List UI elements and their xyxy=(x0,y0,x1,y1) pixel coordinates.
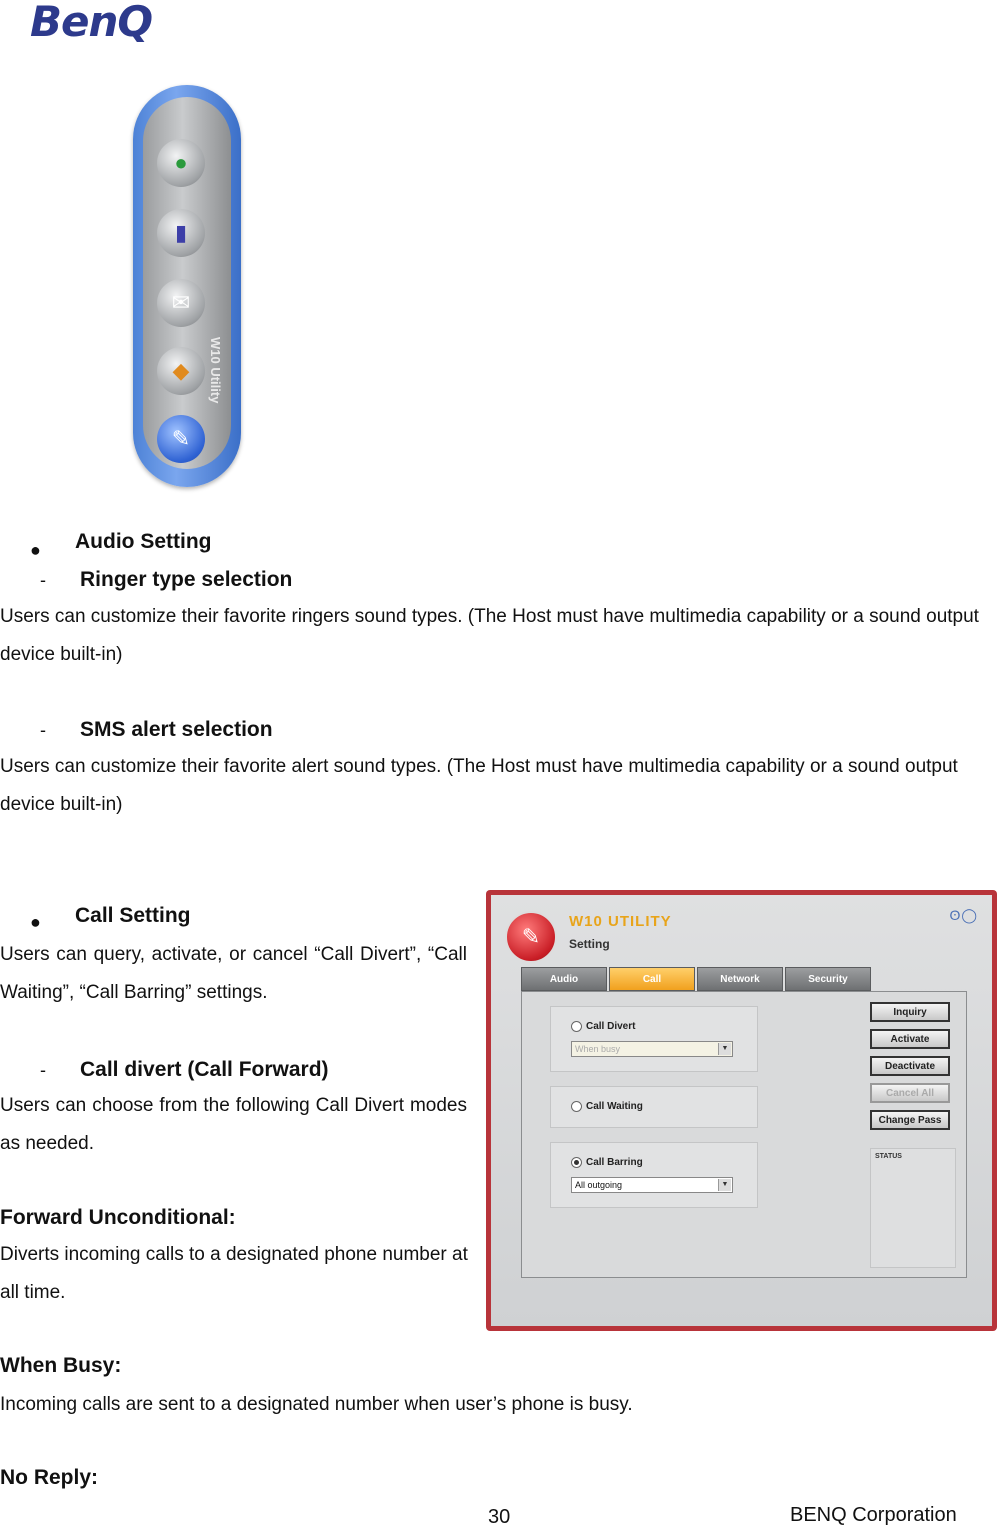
dash: - xyxy=(40,570,46,590)
call-barring-group xyxy=(550,1142,758,1208)
bullet: ● xyxy=(30,540,41,560)
toolbar-label: W10 Utility xyxy=(208,337,223,404)
chevron-down-icon[interactable]: ▼ xyxy=(718,1179,731,1191)
page-number: 30 xyxy=(488,1506,511,1528)
ringer-text: Users can customize their favorite ringers sound types. (The Host must have multimedia capability or a sound output device built-in) xyxy=(0,606,979,665)
when-busy-heading: When Busy: xyxy=(0,1354,122,1377)
inquiry-button[interactable]: Inquiry xyxy=(870,1002,950,1022)
call-divert-value: When busy xyxy=(575,1044,621,1054)
sms-text: Users can customize their favorite alert sound types. (The Host must have multimedia capability or a sound output device built-in) xyxy=(0,756,958,815)
audio-setting-heading: Audio Setting xyxy=(75,530,212,553)
call-barring-select[interactable] xyxy=(571,1177,733,1193)
deactivate-button[interactable]: Deactivate xyxy=(870,1056,950,1076)
call-divert-label: Call Divert xyxy=(586,1021,636,1032)
tab-audio[interactable]: Audio xyxy=(521,967,607,991)
status-box xyxy=(870,1148,956,1268)
call-waiting-group xyxy=(550,1086,758,1128)
bullet: ● xyxy=(30,912,41,932)
forward-unconditional-text: Diverts incoming calls to a designated phone number at all time. xyxy=(0,1244,468,1303)
call-divert-text: Users can choose from the following Call Divert modes as needed. xyxy=(0,1095,467,1154)
call-divert-group xyxy=(550,1006,758,1072)
call-divert-select[interactable] xyxy=(571,1041,733,1057)
settings-tabs xyxy=(521,967,871,991)
footer-company: BENQ Corporation xyxy=(790,1504,957,1526)
call-divert-radio[interactable] xyxy=(571,1021,635,1032)
call-barring-label: Call Barring xyxy=(586,1157,643,1168)
ringer-heading: Ringer type selection xyxy=(80,568,293,591)
no-reply-heading: No Reply: xyxy=(0,1466,99,1489)
radio-icon[interactable] xyxy=(571,1101,582,1112)
window-title: W10 UTILITY xyxy=(569,913,672,930)
forward-unconditional-heading: Forward Unconditional: xyxy=(0,1206,236,1229)
chevron-down-icon[interactable]: ▼ xyxy=(718,1043,731,1055)
envelope-icon[interactable]: ✉ xyxy=(157,279,205,327)
w10-utility-window xyxy=(486,890,997,1331)
radio-icon[interactable] xyxy=(571,1157,582,1168)
when-busy-text: Incoming calls are sent to a designated number when user’s phone is busy. xyxy=(0,1394,633,1415)
call-settings-panel xyxy=(521,991,967,1278)
tab-network[interactable]: Network xyxy=(697,967,783,991)
w10-utility-toolbar xyxy=(133,85,241,487)
dash: - xyxy=(40,1060,46,1080)
tab-security[interactable]: Security xyxy=(785,967,871,991)
window-controls[interactable]: ʘ◯ xyxy=(949,907,978,923)
notebook-icon[interactable]: ◆ xyxy=(157,347,205,395)
window-subtitle: Setting xyxy=(569,937,610,951)
status-label: STATUS xyxy=(875,1153,902,1160)
call-waiting-radio[interactable] xyxy=(571,1101,643,1112)
benq-logo: BenQ xyxy=(30,0,153,46)
call-divert-heading: Call divert (Call Forward) xyxy=(80,1058,329,1081)
globe-icon[interactable]: ● xyxy=(157,139,205,187)
call-barring-radio[interactable] xyxy=(571,1157,643,1168)
cancel-all-button[interactable]: Cancel All xyxy=(870,1083,950,1103)
phone-icon[interactable]: ▮ xyxy=(157,209,205,257)
dash: - xyxy=(40,720,46,740)
activate-button[interactable]: Activate xyxy=(870,1029,950,1049)
call-waiting-label: Call Waiting xyxy=(586,1101,643,1112)
change-pass-button[interactable]: Change Pass xyxy=(870,1110,950,1130)
sms-heading: SMS alert selection xyxy=(80,718,273,741)
radio-icon[interactable] xyxy=(571,1021,582,1032)
wrench-icon[interactable]: ✎ xyxy=(157,415,205,463)
tab-call[interactable]: Call xyxy=(609,967,695,991)
call-barring-value: All outgoing xyxy=(575,1180,623,1190)
wrench-icon: ✎ xyxy=(505,911,557,963)
call-setting-heading: Call Setting xyxy=(75,904,191,927)
call-intro: Users can query, activate, or cancel “Call Divert”, “Call Waiting”, “Call Barring” settings. xyxy=(0,944,467,1003)
